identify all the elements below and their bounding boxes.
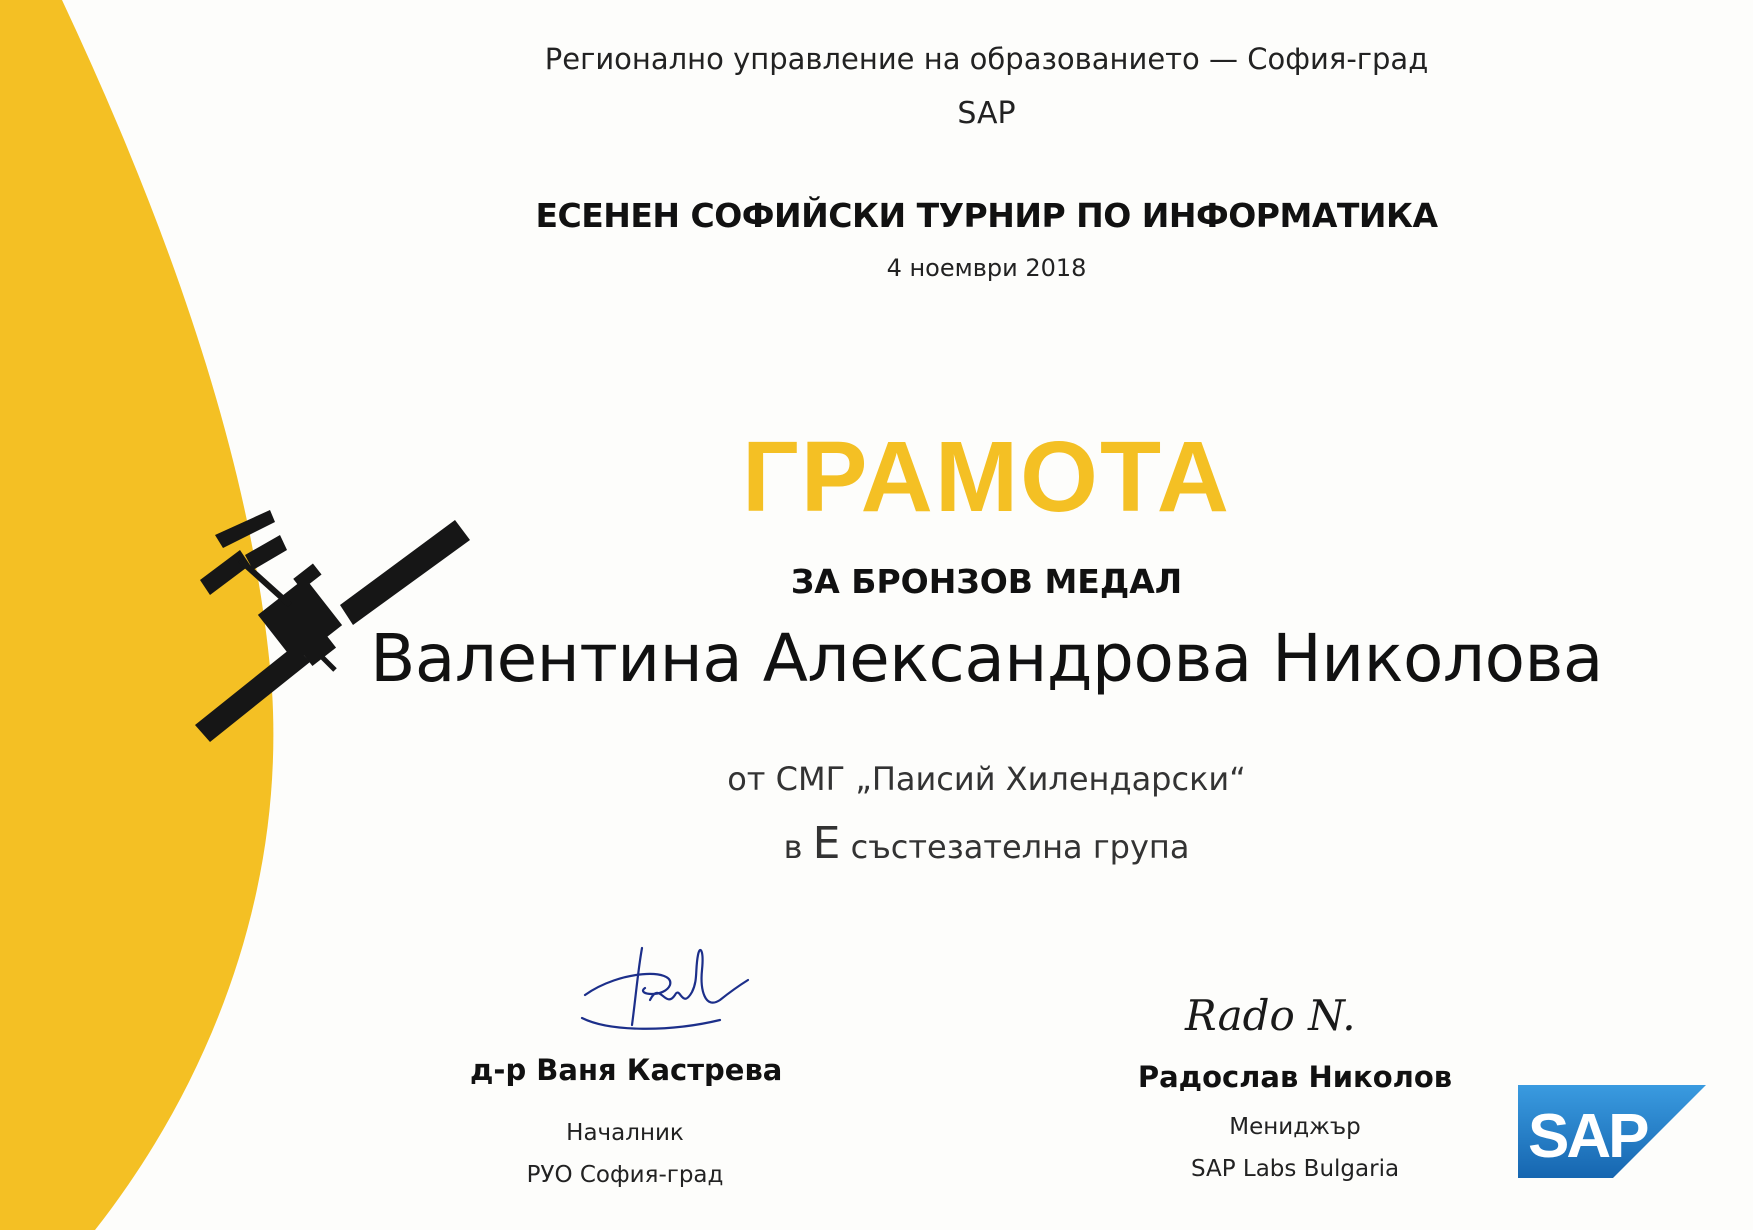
sap-logo-text: SAP xyxy=(1528,1102,1647,1171)
sap-logo xyxy=(1518,1085,1706,1178)
award-line: ЗА БРОНЗОВ МЕДАЛ xyxy=(790,562,1183,601)
event-date: 4 ноември 2018 xyxy=(886,254,1087,282)
event-title: ЕСЕНЕН СОФИЙСКИ ТУРНИР ПО ИНФОРМАТИКА xyxy=(535,196,1438,235)
signatory-right-name: Радослав Николов xyxy=(1137,1060,1453,1094)
group-prefix: в xyxy=(783,828,803,866)
signatory-right-position: Мениджър xyxy=(1229,1114,1361,1140)
sponsor-line: SAP xyxy=(957,96,1016,131)
signatory-right-organization: SAP Labs Bulgaria xyxy=(1190,1156,1400,1182)
signature-right-text: Rado N. xyxy=(1185,991,1356,1040)
recipient-name: Валентина Александрова Николова xyxy=(370,620,1603,697)
organization-header: Регионално управление на образованието — София-град xyxy=(544,42,1429,76)
competition-group xyxy=(0,818,1753,869)
signature-left-handwritten xyxy=(580,940,755,1035)
recipient-school: от СМГ „Паисий Хилендарски“ xyxy=(727,760,1246,798)
signatory-left-organization: РУО София-град xyxy=(526,1162,724,1188)
signature-right-handwritten xyxy=(1180,985,1360,1045)
group-letter: Е xyxy=(812,818,841,869)
group-suffix: състезателна група xyxy=(850,828,1190,866)
signatory-left-position: Началник xyxy=(566,1120,684,1146)
certificate-title: ГРАМОТА xyxy=(742,421,1231,533)
signatory-left-name: д-р Ваня Кастрева xyxy=(470,1053,783,1087)
